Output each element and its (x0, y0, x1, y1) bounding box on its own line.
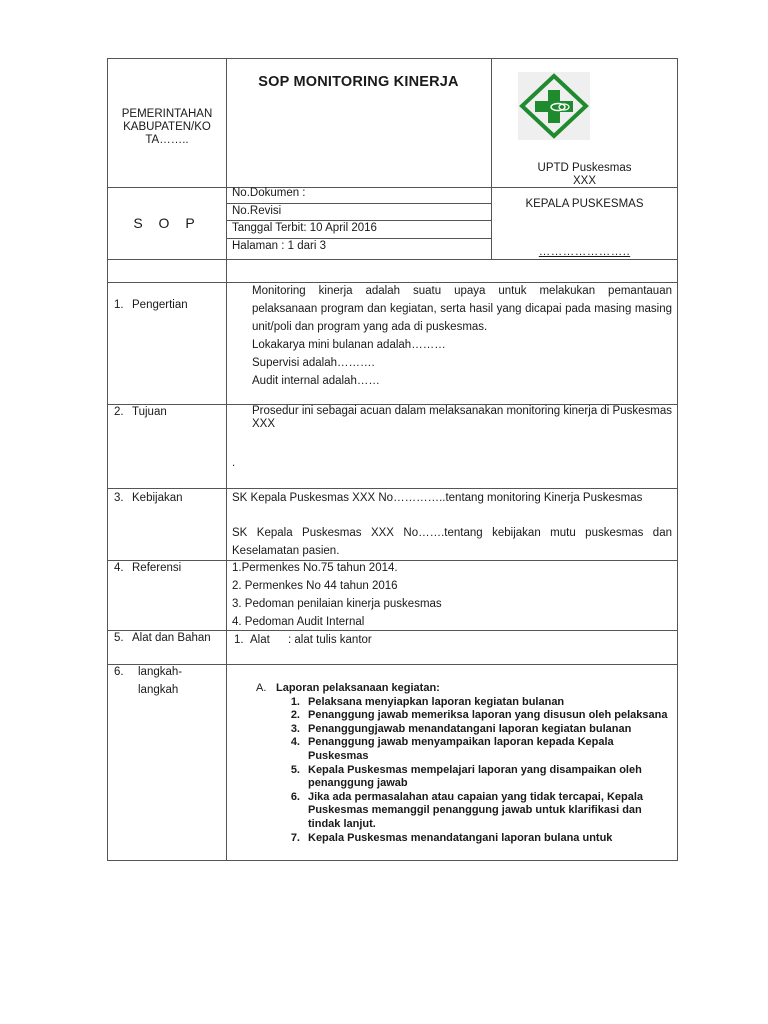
uptd-line-2: XXX (572, 175, 596, 187)
section-label-text: Pengertian (132, 299, 188, 311)
section-label-alat (114, 632, 211, 644)
section-label-text: Referensi (132, 562, 182, 574)
uptd-name (492, 162, 677, 188)
step-number: 3. (290, 722, 300, 735)
procedure-section-title: Laporan pelaksanaan kegiatan: (276, 682, 440, 694)
puskesmas-cross-logo-icon (518, 72, 590, 140)
step-text: Jika ada permasalahan atau capaian yang tidak tercapai, Kepala Puskesmas memanggil penanggung jawab untuk klarifikasi dan tindak lanjut. (308, 790, 644, 830)
procedure-step (256, 832, 676, 846)
section-label-referensi (114, 562, 181, 574)
revision-label: No.Revisi (232, 205, 282, 217)
section-label-pengertian (114, 299, 188, 311)
section-label-kebijakan (114, 492, 183, 504)
tujuan-paragraph: Prosedur ini sebagai acuan dalam melaksanakan monitoring kinerja di Puskesmas XXX (252, 405, 672, 430)
section-label-text: Alat dan Bahan (132, 632, 211, 644)
procedure-step (256, 791, 676, 832)
pengertian-line-1: Lokakarya mini bulanan adalah……… (252, 339, 446, 351)
signature-placeholder: ………………….. (538, 246, 631, 258)
procedure-section-heading (256, 682, 676, 696)
table-border-top (107, 58, 677, 59)
meta-divider-3 (226, 238, 491, 239)
table-border-left (107, 58, 108, 861)
referensi-item-1: 1.Permenkes No.75 tahun 2014. (232, 562, 398, 574)
alat-item-number: 1. (234, 634, 244, 646)
row-divider-meta-bottom (107, 259, 677, 260)
tujuan-dot: . (232, 457, 236, 469)
procedure-section-letter: A. (256, 682, 267, 694)
kebijakan-paragraph-1: SK Kepala Puskesmas XXX No…………..tentang monitoring Kinerja Puskesmas (232, 492, 643, 504)
procedure-step (256, 736, 676, 763)
doc-number-label: No.Dokumen : (232, 187, 306, 199)
section-number: 6. (114, 666, 124, 678)
page-number: Halaman : 1 dari 3 (232, 240, 326, 252)
pengertian-line-3: Audit internal adalah…… (252, 375, 380, 387)
step-text: Kepala Puskesmas mempelajari laporan yang disampaikan oleh penanggung jawab (308, 763, 642, 790)
step-number: 1. (290, 695, 300, 708)
procedure-step (256, 696, 676, 710)
section-number: 2. (114, 406, 124, 418)
row-divider-alat-bottom (107, 664, 677, 665)
step-number: 7. (290, 831, 300, 844)
procedure-step (256, 764, 676, 791)
logo-svg (518, 72, 590, 140)
step-number: 4. (290, 736, 300, 749)
section-label-line-1: langkah- (138, 666, 183, 678)
referensi-item-2: 2. Permenkes No 44 tahun 2016 (232, 580, 398, 592)
section-label-langkah (114, 663, 182, 699)
step-text: Penanggung jawab menyampaikan laporan kepada Kepala Puskesmas (308, 736, 614, 762)
section-number: 3. (114, 492, 124, 504)
step-text: Kepala Puskesmas menandatangani laporan bulana untuk (308, 831, 613, 844)
step-text: Penanggung jawab memeriksa laporan yang disusun oleh pelaksana (308, 709, 668, 722)
uptd-line-1: UPTD Puskesmas (537, 162, 632, 174)
step-number: 2. (290, 709, 300, 722)
section-label-text: Tujuan (132, 406, 167, 418)
pengertian-line-2: Supervisi adalah………. (252, 357, 375, 369)
section-number: 1. (114, 299, 124, 311)
government-name: PEMERINTAHAN KABUPATEN/KO TA…….. (121, 108, 213, 146)
table-border-bottom (107, 860, 677, 861)
column-divider-label (226, 58, 227, 861)
column-divider-right (491, 58, 492, 260)
procedure-step (256, 723, 676, 737)
step-text: Pelaksana menyiapkan laporan kegiatan bulanan (308, 695, 565, 708)
section-number: 4. (114, 562, 124, 574)
head-title: KEPALA PUSKESMAS (525, 198, 644, 210)
pengertian-paragraph: Monitoring kinerja adalah suatu upaya untuk melakukan pemantauan pelaksanaan program dan kegiatan, serta hasil yang dicapai pada masing masing unit/poli dan program yang ada di puskesmas. (252, 285, 672, 333)
step-text: Penanggungjawab menandatangani laporan kegiatan bulanan (308, 722, 632, 735)
step-number: 6. (290, 790, 300, 803)
referensi-item-4: 4. Pedoman Audit Internal (232, 616, 365, 628)
table-border-right (677, 58, 678, 861)
alat-item-label: Alat (250, 634, 270, 646)
section-label-tujuan (114, 406, 167, 418)
section-label-line-2: langkah (138, 684, 179, 696)
procedure-steps (256, 682, 676, 845)
meta-divider-1 (226, 203, 491, 204)
step-number: 5. (290, 763, 300, 776)
meta-divider-2 (226, 220, 491, 221)
kebijakan-paragraph-2: SK Kepala Puskesmas XXX No…….tentang kebijakan mutu puskesmas dan Keselamatan pasien. (232, 527, 672, 557)
section-number: 5. (114, 632, 124, 644)
issue-date: Tanggal Terbit: 10 April 2016 (232, 222, 377, 234)
section-label-text: Kebijakan (132, 492, 183, 504)
alat-item (234, 631, 674, 649)
procedure-step (256, 709, 676, 723)
alat-item-value: : alat tulis kantor (288, 634, 372, 646)
sop-label: S O P (133, 215, 201, 231)
procedure-step-list (256, 696, 676, 846)
referensi-item-3: 3. Pedoman penilaian kinerja puskesmas (232, 598, 442, 610)
document-title: SOP MONITORING KINERJA (258, 74, 459, 90)
